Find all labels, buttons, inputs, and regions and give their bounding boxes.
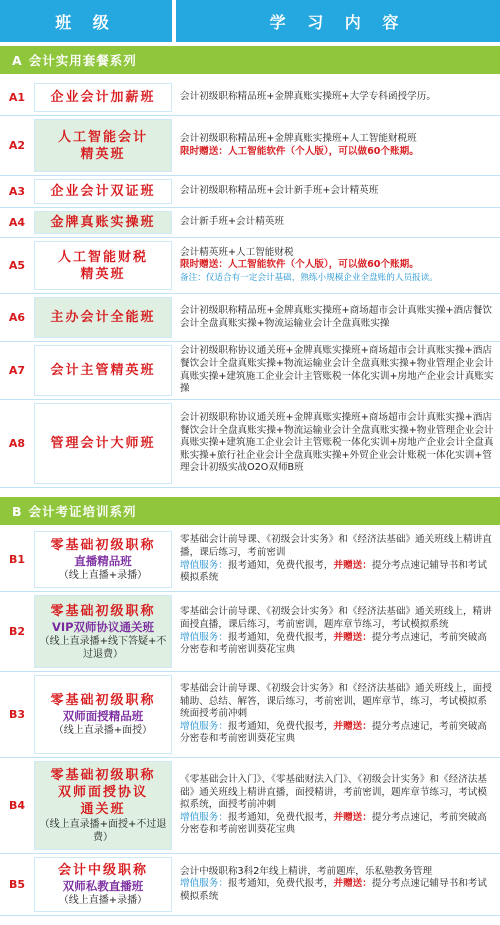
course-code: B5 xyxy=(8,878,26,891)
course-name-line1: 零基础初级职称 xyxy=(50,603,156,619)
course-row-a7 xyxy=(0,342,500,400)
course-name-line1: 零基础初级职称 xyxy=(50,693,156,708)
course-name-line2: VIP双师协议通关班 xyxy=(51,619,155,634)
header-class-column: 班 级 xyxy=(0,0,172,42)
course-name: 管理会计大师班 xyxy=(50,436,156,451)
course-row-b4 xyxy=(0,758,500,854)
service-label: 增值服务： xyxy=(180,811,228,823)
course-name-line1: 会计中级职称 xyxy=(57,863,148,878)
course-content: 会计初级职称精品班+金牌真账实操班+人工智能财税班 xyxy=(180,132,417,144)
course-content: 会计初级职称精品班+金牌真账实操班+大学专科函授学历。 xyxy=(180,91,436,103)
course-name-line1: 零基础初级职称 xyxy=(50,538,156,553)
course-content: 会计精英班+人工智能财税 xyxy=(180,246,294,258)
course-code: A2 xyxy=(8,139,26,152)
service-line xyxy=(180,878,494,903)
course-row-a1 xyxy=(0,80,500,116)
course-content: 会计中级职称3科2年线上精讲，考前题库，乐私塾教务管理 xyxy=(180,865,433,877)
service-text: 报考通知，免费代报考， xyxy=(227,811,334,823)
course-content: 会计新手班+会计精英班 xyxy=(180,216,284,228)
section-a-letter: A xyxy=(12,52,23,68)
course-row-b2 xyxy=(0,592,500,672)
course-code: B1 xyxy=(8,553,26,566)
gift-text: 提分考点速记，考前突破高分密卷和考前密训葵花宝典 xyxy=(180,631,487,656)
course-content: 会计初级职称协议通关班+金牌真账实操班+商场超市会计真账实操+酒店餐饮会计全盘真账实操+物流运输业会计全盘真账实操+物业管理企业会计真账实操+建筑施工企业会计主管账税一体化实训+房地产企业会计真账实操 xyxy=(180,345,494,395)
service-label: 增值服务： xyxy=(180,720,228,732)
service-line xyxy=(180,632,494,657)
gift-label: 并赠送： xyxy=(333,559,372,571)
header-content-column: 学 习 内 容 xyxy=(176,0,500,42)
course-content: 会计初级职称协议通关班+金牌真账实操班+商场超市会计真账实操+酒店餐饮会计全盘真账实操+物流运输业会计全盘真账实操+物业管理企业会计真账实操+建筑施工企业会计主管账税一体化实训+房地产企业会计全盘真账实操+旅行社企业会计全盘真账实操+外贸企业会计账税一体化实训+管理会计初级实战O2O双师B班 xyxy=(180,412,494,474)
course-code: A4 xyxy=(8,216,26,229)
course-name-line2: 双师面授精品班 xyxy=(62,709,144,723)
course-code: A5 xyxy=(8,259,26,272)
course-name-line1: 人工智能财税 xyxy=(57,249,148,265)
course-row-a8 xyxy=(0,400,500,488)
section-b-title: 会计考证培训系列 xyxy=(28,504,137,519)
course-content: 会计初级职称精品班+金牌真账实操班+商场超市会计真账实操+酒店餐饮会计全盘真账实操+物流运输业会计全盘真账实操 xyxy=(180,304,492,329)
course-code: B4 xyxy=(8,799,26,812)
course-code: A3 xyxy=(8,185,26,198)
service-line xyxy=(180,812,494,837)
course-name: 企业会计双证班 xyxy=(50,184,156,199)
course-row-a6 xyxy=(0,294,500,342)
course-name-line2: 直播精品班 xyxy=(74,554,132,568)
course-code: B2 xyxy=(8,625,26,638)
gift-text: 提分考点速记辅导书和考试模拟系统 xyxy=(180,559,487,584)
service-text: 报考通知，免费代报考， xyxy=(227,720,334,732)
course-format: （线上直录播+线下答疑+不过退费） xyxy=(39,635,167,660)
course-content: 零基础会计前导课、《初级会计实务》和《经济法基础》通关班线上，精讲面授直播，课后练习，考前密训，题库章节练习，考试模拟系统 xyxy=(180,606,492,630)
section-b-bar xyxy=(0,497,500,525)
course-row-a2 xyxy=(0,116,500,176)
course-content: 《零基础会计入门》、《零基础财法入门》、《初级会计实务》和《经济法基础》通关班线上精讲直播，面授精讲，考前密训，题库章节练习，考试模拟系统，面授考前冲刺 xyxy=(180,774,487,811)
gift-text: 提分考点速记辅导书和考试模拟系统 xyxy=(180,878,487,902)
course-row-b3 xyxy=(0,672,500,758)
course-row-a3 xyxy=(0,176,500,208)
course-name-line1: 零基础初级职称 xyxy=(50,768,156,783)
course-name-line2: 精英班 xyxy=(80,146,126,162)
gift-text: 限时赠送：人工智能软件（个人版），可以做60个账期。 xyxy=(180,259,419,271)
service-label: 增值服务： xyxy=(180,631,228,643)
gift-label: 并赠送： xyxy=(333,720,372,732)
gift-label: 并赠送： xyxy=(333,631,372,643)
section-b-letter: B xyxy=(12,503,23,519)
course-name-line2: 双师私教直播班 xyxy=(62,879,144,893)
course-row-b1 xyxy=(0,528,500,592)
course-name: 主办会计全能班 xyxy=(50,310,156,325)
gift-text: 提分考点速记，考前突破高分密卷和考前密训葵花宝典 xyxy=(180,720,487,745)
course-code: A6 xyxy=(8,311,26,324)
gift-text: 提分考点速记，考前突破高分密卷和考前密训葵花宝典 xyxy=(180,811,487,836)
course-content: 零基础会计前导课、《初级会计实务》和《经济法基础》通关班线上精讲直播，课后练习，考前密训 xyxy=(180,534,492,558)
course-code: A7 xyxy=(8,364,26,377)
service-line xyxy=(180,560,494,585)
course-code: B3 xyxy=(8,708,26,721)
course-format: （线上直录播+面授+不过退费） xyxy=(39,819,167,843)
service-text: 报考通知，免费代报考， xyxy=(227,631,334,643)
course-name: 会计主管精英班 xyxy=(50,363,156,378)
course-format: （线上直播+录播） xyxy=(58,570,148,581)
course-name-line2: 精英班 xyxy=(80,266,126,282)
service-text: 报考通知，免费代报考， xyxy=(227,878,334,890)
course-name-line1: 人工智能会计 xyxy=(57,129,148,145)
note-text: 备注：仅适合有一定会计基础，熟练小规模企业全盘账的人员报读。 xyxy=(180,272,438,283)
course-row-a4 xyxy=(0,208,500,238)
section-a-bar xyxy=(0,46,500,74)
section-a-title: 会计实用套餐系列 xyxy=(28,53,137,68)
gift-text: 限时赠送：人工智能软件（个人版），可以做60个账期。 xyxy=(180,145,419,157)
gift-label: 并赠送： xyxy=(333,878,372,890)
course-name: 金牌真账实操班 xyxy=(50,215,156,230)
service-label: 增值服务： xyxy=(180,878,228,890)
course-format: （线上直录播+面授） xyxy=(53,725,153,736)
course-content: 零基础会计前导课、《初级会计实务》和《经济法基础》通关班线上，面授辅助、总结、解答，课后练习，考前密训，题库章节，练习，考试模拟系统面授考前冲刺 xyxy=(180,683,492,720)
service-text: 报考通知，免费代报考， xyxy=(227,559,334,571)
service-line xyxy=(180,721,494,746)
course-row-a5 xyxy=(0,238,500,294)
gift-label: 并赠送： xyxy=(333,811,372,823)
service-label: 增值服务： xyxy=(180,559,228,571)
course-name: 企业会计加薪班 xyxy=(50,90,156,105)
course-name-line3: 通关班 xyxy=(80,802,126,817)
course-name-line2: 双师面授协议 xyxy=(57,785,148,800)
course-content: 会计初级职称精品班+会计新手班+会计精英班 xyxy=(180,185,379,197)
course-code: A1 xyxy=(8,91,26,104)
course-row-b5 xyxy=(0,854,500,916)
course-format: （线上直播+录播） xyxy=(58,895,148,906)
course-code: A8 xyxy=(8,437,26,450)
